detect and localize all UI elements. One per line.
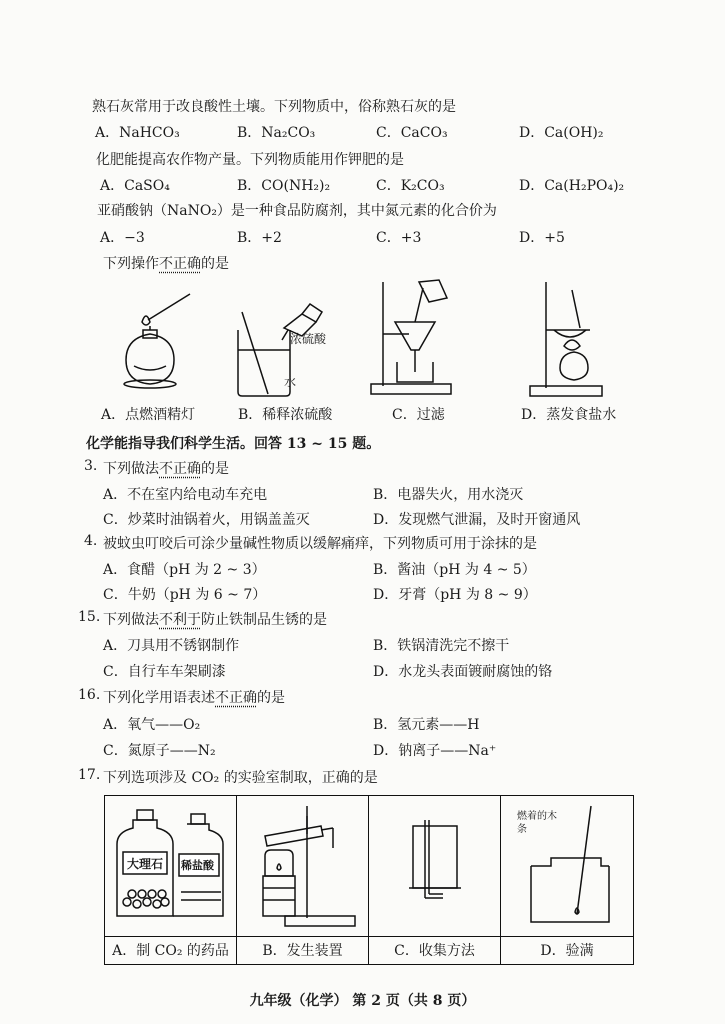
q17-options-table [104, 795, 634, 965]
q13-option-a: A．不在室内给电动车充电 [103, 487, 268, 503]
label-water: 水 [284, 375, 297, 389]
q16-stem: 下列化学用语表述不正确的是 [103, 690, 285, 706]
q14-number: 4. [84, 533, 98, 549]
q11-option-c: C．+3 [376, 230, 422, 246]
q17-stem: 下列选项涉及 CO₂ 的实验室制取，正确的是 [103, 770, 378, 786]
q11-stem: 亚硝酸钠（NaNO₂）是一种食品防腐剂，其中氮元素的化合价为 [97, 203, 497, 219]
q16-option-c: C．氮原子——N₂ [103, 743, 216, 759]
label-concentrated-acid: 浓硫酸 [290, 332, 327, 346]
evaporation-figure [520, 276, 610, 398]
q12-stem: 下列操作不正确的是 [103, 256, 229, 272]
q11-option-b: B．+2 [237, 230, 282, 246]
q15-option-c: C．自行车车架刷漆 [103, 664, 226, 680]
q9-stem: 熟石灰常用于改良酸性土壤。下列物质中，俗称熟石灰的是 [92, 99, 456, 115]
q11-option-a: A．−3 [100, 230, 145, 246]
q17-number: 17. [78, 767, 101, 783]
generation-apparatus-figure [237, 796, 367, 934]
q17-option-a: A．制 CO₂ 的药品 [105, 936, 236, 965]
q15-option-d: D．水龙头表面镀耐腐蚀的铬 [373, 664, 553, 680]
page-footer: 九年级（化学） 第 2 页（共 8 页） [249, 993, 476, 1009]
q10-option-a: A．CaSO₄ [100, 178, 170, 194]
q13-option-d: D．发现燃气泄漏，及时开窗通风 [373, 512, 581, 528]
filtration-figure [367, 276, 467, 398]
q16-option-a: A．氧气——O₂ [103, 717, 201, 733]
label-burning-stick: 燃着的木条 [517, 811, 557, 835]
q17-cell-a [105, 796, 237, 964]
q9-option-d: D．Ca(OH)₂ [519, 125, 604, 141]
q13-stem: 下列做法不正确的是 [103, 461, 229, 477]
q17-cell-c [369, 796, 501, 964]
q16-number: 16. [78, 687, 101, 703]
alcohol-lamp-lighting-figure [112, 280, 202, 395]
q16-option-b: B．氢元素——H [373, 717, 480, 733]
q14-option-a: A．食醋（pH 为 2 ~ 3） [103, 562, 266, 578]
q17-option-c: C．收集方法 [369, 936, 500, 965]
q14-option-b: B．酱油（pH 为 4 ~ 5） [373, 562, 536, 578]
q12-option-d: D．蒸发食盐水 [521, 407, 617, 423]
q10-option-d: D．Ca(H₂PO₄)₂ [519, 178, 625, 194]
q12-option-a: A．点燃酒精灯 [101, 407, 196, 423]
q9-option-b: B．Na₂CO₃ [237, 125, 316, 141]
q10-option-c: C．K₂CO₃ [376, 178, 445, 194]
q9-option-c: C．CaCO₃ [376, 125, 448, 141]
label-dilute-hcl: 稀盐酸 [181, 859, 214, 872]
q15-option-b: B．铁锅清洗完不擦干 [373, 638, 510, 654]
q12-option-c: C．过滤 [392, 407, 445, 423]
section-heading: 化学能指导我们科学生活。回答 13 ~ 15 题。 [86, 436, 381, 452]
q16-option-d: D．钠离子——Na⁺ [373, 743, 497, 759]
q17-option-b: B．发生装置 [237, 936, 368, 965]
q13-option-c: C．炒菜时油锅着火，用锅盖盖灭 [103, 512, 310, 528]
q13-number: 3. [84, 458, 98, 474]
label-marble: 大理石 [127, 857, 164, 871]
q10-stem: 化肥能提高农作物产量。下列物质能用作钾肥的是 [96, 152, 404, 168]
q14-option-c: C．牛奶（pH 为 6 ~ 7） [103, 587, 267, 603]
q14-option-d: D．牙膏（pH 为 8 ~ 9） [373, 587, 537, 603]
q12-option-b: B．稀释浓硫酸 [238, 407, 333, 423]
q15-number: 15. [78, 609, 101, 625]
q10-option-b: B．CO(NH₂)₂ [237, 178, 331, 194]
q13-option-b: B．电器失火，用水浇灭 [373, 487, 524, 503]
reagent-bottles-figure [105, 796, 235, 934]
emphasis-not-correct: 不正确 [159, 256, 201, 272]
q14-stem: 被蚊虫叮咬后可涂少量碱性物质以缓解痛痒，下列物质可用于涂抹的是 [103, 536, 537, 552]
q15-option-a: A．刀具用不锈钢制作 [103, 638, 240, 654]
q15-stem: 下列做法不利于防止铁制品生锈的是 [103, 612, 327, 628]
q11-option-d: D．+5 [519, 230, 565, 246]
collection-method-figure [369, 796, 499, 934]
q17-option-d: D．验满 [501, 936, 633, 965]
q17-cell-d [501, 796, 633, 964]
q9-option-a: A．NaHCO₃ [95, 125, 180, 141]
q17-cell-b [237, 796, 369, 964]
